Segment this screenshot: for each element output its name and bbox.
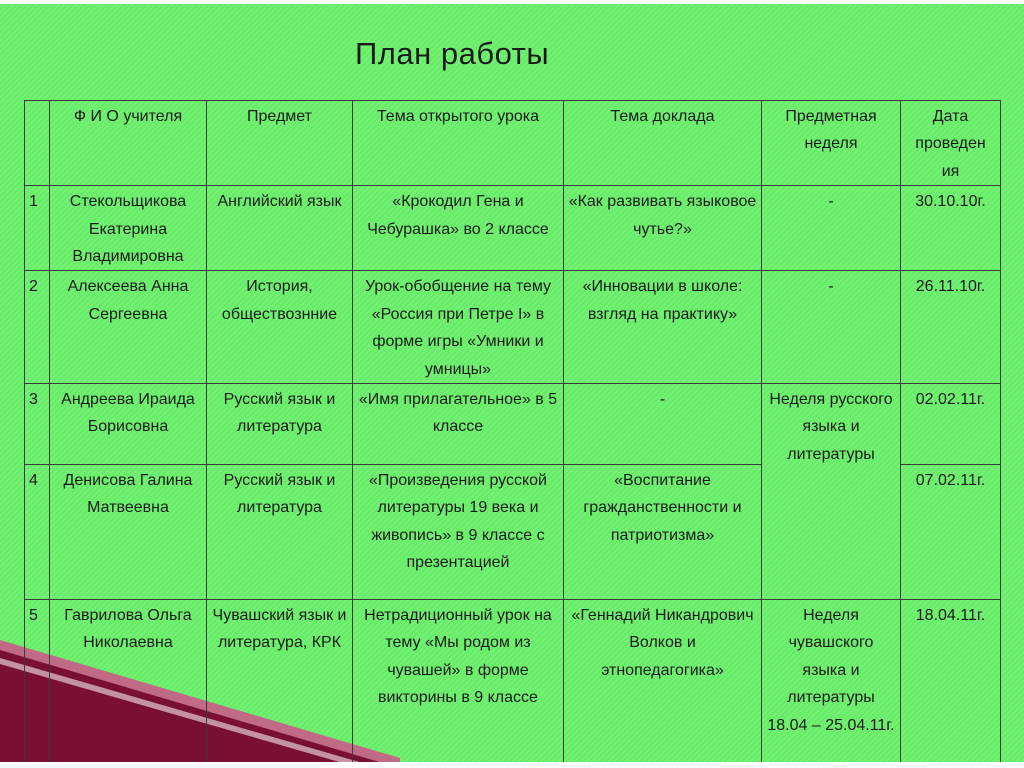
top-strip	[0, 0, 1024, 4]
header-date: Дата проведен ия	[901, 101, 1001, 186]
row-report: «Как развивать языковое чутье?»	[564, 186, 762, 271]
row-teacher: Алексеева Анна Сергеевна	[50, 271, 207, 384]
row-subject: Русский язык и литература	[207, 465, 353, 600]
row-date: 26.11.10г.	[901, 271, 1001, 384]
row-report: «Воспитание гражданственности и патриотизма»	[564, 465, 762, 600]
row-subject: История, обществознние	[207, 271, 353, 384]
row-num: 3	[25, 384, 50, 465]
row-subject: Русский язык и литература	[207, 384, 353, 465]
row-date: 07.02.11г.	[901, 465, 1001, 600]
row-date: 30.10.10г.	[901, 186, 1001, 271]
header-week: Предметная неделя	[762, 101, 901, 186]
table-header-row	[25, 101, 1001, 186]
row-week: -	[762, 271, 901, 384]
row-teacher: Стекольщикова Екатерина Владимировна	[50, 186, 207, 271]
row-num: 4	[25, 465, 50, 600]
slide-title: План работы	[355, 36, 550, 71]
row-date: 02.02.11г.	[901, 384, 1001, 465]
row-report: «Геннадий Никандрович Волков и этнопедагогика»	[564, 600, 762, 766]
table-row	[25, 600, 1001, 766]
header-report: Тема доклада	[564, 101, 762, 186]
row-lesson: «Крокодил Гена и Чебурашка» во 2 классе	[353, 186, 564, 271]
plan-table	[24, 100, 1001, 766]
row-lesson: «Имя прилагательное» в 5 классе	[353, 384, 564, 465]
row-date: 18.04.11г.	[901, 600, 1001, 766]
row-lesson: «Произведения русской литературы 19 века и живопись» в 9 классе с презентацией	[353, 465, 564, 600]
row-num: 1	[25, 186, 50, 271]
table-row	[25, 384, 1001, 465]
row-week: Неделя чувашского языка и литературы 18.04 – 25.04.11г.	[762, 600, 901, 766]
header-teacher: Ф И О учителя	[50, 101, 207, 186]
row-lesson: Урок-обобщение на тему «Россия при Петре I» в форме игры «Умники и умницы»	[353, 271, 564, 384]
row-subject: Чувашский язык и литература, КРК	[207, 600, 353, 766]
header-subject: Предмет	[207, 101, 353, 186]
table-row	[25, 186, 1001, 271]
table-row	[25, 271, 1001, 384]
row-teacher: Денисова Галина Матвеевна	[50, 465, 207, 600]
row-week: -	[762, 186, 901, 271]
row-report: «Инновации в школе: взгляд на практику»	[564, 271, 762, 384]
bottom-strip	[0, 762, 1024, 768]
row-teacher: Андреева Ираида Борисовна	[50, 384, 207, 465]
header-num	[25, 101, 50, 186]
row-num: 5	[25, 600, 50, 766]
row-week-merged: Неделя русского языка и литературы	[762, 384, 901, 600]
row-num: 2	[25, 271, 50, 384]
row-report: -	[564, 384, 762, 465]
row-subject: Английский язык	[207, 186, 353, 271]
header-lesson: Тема открытого урока	[353, 101, 564, 186]
row-lesson: Нетрадиционный урок на тему «Мы родом из чувашей» в форме викторины в 9 классе	[353, 600, 564, 766]
row-teacher: Гаврилова Ольга Николаевна	[50, 600, 207, 766]
